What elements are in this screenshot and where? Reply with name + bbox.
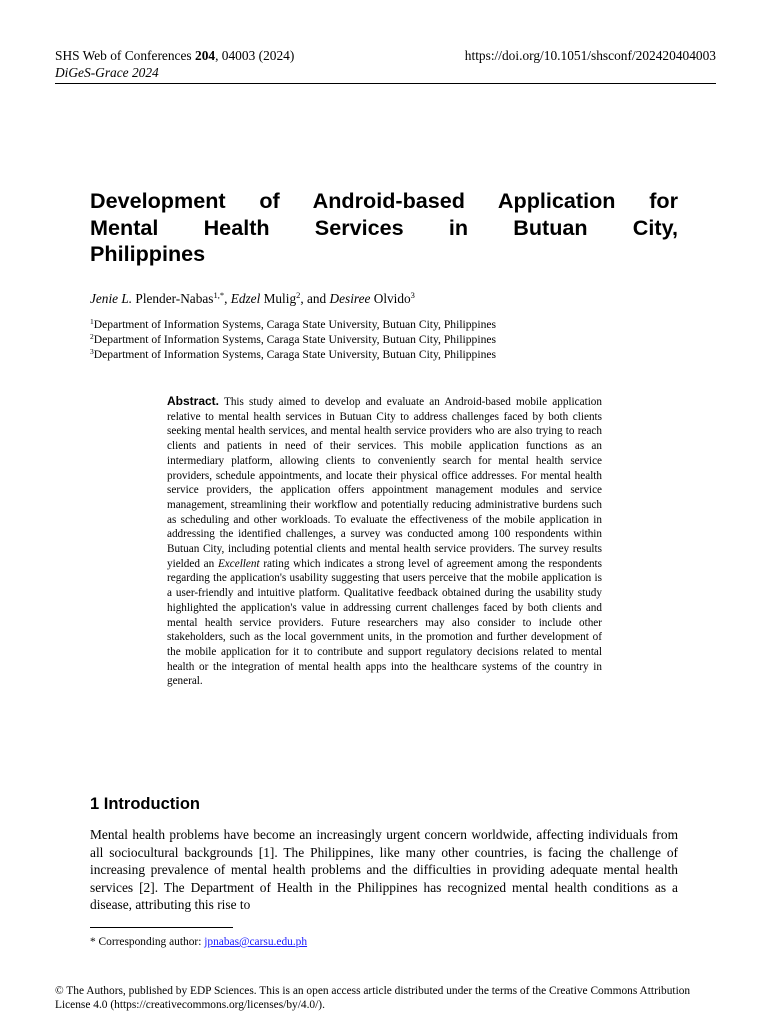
- section-heading-introduction: 1 Introduction: [90, 795, 200, 813]
- abstract-label: Abstract.: [167, 394, 220, 408]
- footnote-divider: [90, 927, 233, 928]
- abstract-text-part-1: This study aimed to develop and evaluate an Android-based mobile application relative to mental health services in Butuan City to address challenges faced by both clients seeking mental health services, and mental health service providers who are also trying to reach clients and patients in need of their services. This mobile application functions as an intermediary platform, allowing clients to conveniently search for mental health service providers, schedule appointments, and locate their physical office addresses. For mental health service providers, the application offers appointment management modules and service management, streamlining their workflow and potentially reducing administrative burdens such as scheduling and other workloads. To evaluate the effectiveness of the mobile application in addressing the identified challenges, a survey was conducted among 100 respondents within Butuan City, including potential clients and mental health service providers. The survey results yielded an: [167, 396, 602, 570]
- author-2-first-name: Edzel: [230, 291, 261, 306]
- author-1-first-name: Jenie L.: [90, 291, 133, 306]
- volume-number: 204: [195, 48, 216, 63]
- abstract-emphasis: Excellent: [217, 557, 260, 570]
- footnote-label: * Corresponding author:: [90, 936, 205, 948]
- corresponding-author-email-link[interactable]: jpnabas@carsu.edu.ph: [204, 936, 308, 948]
- author-1-last-name: Plender-Nabas: [132, 291, 214, 306]
- affiliation-item: $^1$Department of Information Systems, Caraga State University, Butuan City, Philippines: [90, 317, 497, 331]
- conference-name: DiGeS-Grace 2024: [55, 65, 159, 80]
- doi-link[interactable]: https://doi.org/10.1051/shsconf/202420404003: [464, 48, 716, 63]
- author-1-affil-mark: 1,*: [213, 290, 225, 300]
- journal-citation: SHS Web of Conferences 204, 04003 (2024): [55, 48, 295, 63]
- license-notice: © The Authors, published by EDP Sciences. This is an open access article distributed under the terms of the Creative Commons Attribution License 4.0 (https://creativecommons.org/licenses/by/4.0/).: [55, 985, 691, 1012]
- author-3-first-name: Desiree: [329, 291, 371, 306]
- title-line-2: Mental Health Services in Butuan City,: [90, 214, 678, 240]
- footnote: [90, 935, 307, 950]
- introduction-paragraph: Mental health problems have become an increasingly urgent concern worldwide, affecting individuals from all sociocultural backgrounds [1]. The Philippines, like many other countries, is facing the challenge of increasing prevalence of mental health problems and the difficulties in providing adequate mental health services [2]. The Department of Health in the Philippines has recognized mental health conditions as a disease, attributing this rise to: [90, 827, 678, 913]
- running-header-left: [55, 47, 294, 81]
- abstract: [167, 394, 602, 689]
- title-line-3: Philippines: [90, 241, 206, 266]
- abstract-text-part-2: rating which indicates a strong level of agreement among the respondents regarding the application's usability suggesting that users perceive that the mobile application is a user-friendly and intuitive platform. Qualitative feedback obtained during the usability study highlighted the application's value in addressing current challenges faced by both clients and mental health service providers. Future researchers may also consider to include other stakeholders, such as the local government units, in the promotion and further development of the mobile application for it to contribute and support regulatory decisions related to mental health or the integration of mental health apps into the healthcare systems of the country in general.: [167, 557, 602, 688]
- title-line-1: Development of Android-based Application for: [90, 188, 678, 213]
- author-3-last-name: Olvido: [370, 291, 411, 306]
- affiliation-list: [90, 317, 496, 362]
- affiliation-item: $^2$Department of Information Systems, Caraga State University, Butuan City, Philippines: [90, 332, 497, 346]
- paper-title: [90, 188, 678, 268]
- author-2-last-name: Mulig: [260, 291, 297, 306]
- author-list: Jenie L. Plender-Nabas$^{1,*}$, Edzel Mulig$^2$, and Desiree Olvido$^3$: [90, 290, 415, 306]
- header-divider: [55, 83, 716, 84]
- author-3-affil-mark: 3: [410, 290, 415, 300]
- affiliation-item: $^3$Department of Information Systems, Caraga State University, Butuan City, Philippines: [90, 347, 497, 361]
- author-2-affil-mark: 2: [296, 290, 301, 300]
